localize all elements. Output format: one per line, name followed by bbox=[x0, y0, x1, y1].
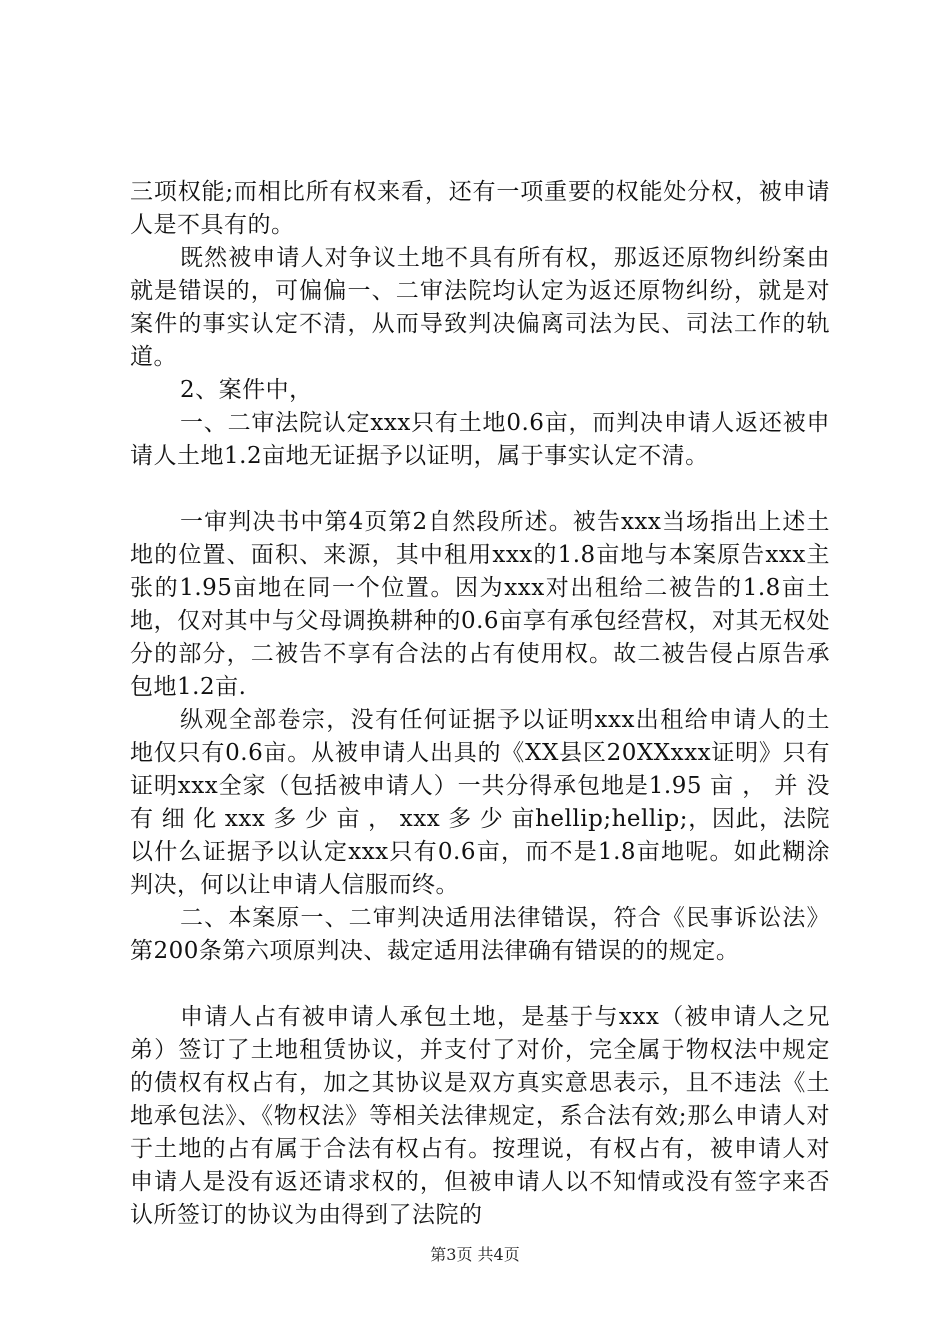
paragraph-continuation: 三项权能;而相比所有权来看，还有一项重要的权能处分权，被申请人是不具有的。 bbox=[130, 179, 830, 238]
paragraph-fact-finding: 一、二审法院认定xxx只有土地0.6亩，而判决申请人返还被申请人土地1.2亩地无证据予以证明，属于事实认定不清。 bbox=[130, 410, 830, 469]
paragraph-law-application-heading: 二、本案原一、二审判决适用法律错误，符合《民事诉讼法》第200条第六项原判决、裁定适用法律确有错误的的规定。 bbox=[130, 905, 830, 964]
page-number-footer: 第3页 共4页 bbox=[430, 1245, 520, 1264]
document-body bbox=[130, 176, 830, 1232]
paragraph-evidence-review: 纵观全部卷宗，没有任何证据予以证明xxx出租给申请人的土地仅只有0.6亩。从被申请人出具的《XX县区20XXxxx证明》只有证明xxx全家（包括被申请人）一共分得承包地是1.95 亩 ， 并 没 有 细 化 xxx 多 少 亩 ， xxx 多 少 亩hellip;hellip;，因此，法院以什么证据予以认定xxx只有0.6亩，而不是1.8亩地呢。如此糊涂判决，何以让申请人信服而终。 bbox=[130, 707, 830, 898]
paragraph-lawful-possession: 申请人占有被申请人承包土地，是基于与xxx（被申请人之兄弟）签订了土地租赁协议，并支付了对价，完全属于物权法中规定的债权有权占有，加之其协议是双方真实意思表示，且不违法《土地承包法》、《物权法》等相关法律规定，系合法有效;那么申请人对于土地的占有属于合法有权占有。按理说，有权占有，被申请人对申请人是没有返还请求权的，但被申请人以不知情或没有签字来否认所签订的协议为由得到了法院的 bbox=[130, 1004, 830, 1228]
paragraph-first-instance-quote: 一审判决书中第4页第2自然段所述。被告xxx当场指出上述土地的位置、面积、来源，其中租用xxx的1.8亩地与本案原告xxx主张的1.95亩地在同一个位置。因为xxx对出租给二被告的1.8亩土地，仅对其中与父母调换耕种的0.6亩享有承包经营权，对其无权处分的部分，二被告不享有合法的占有使用权。故二被告侵占原告承包地1.2亩. bbox=[130, 509, 830, 700]
paragraph-case-heading: 2、案件中， bbox=[180, 377, 313, 403]
paragraph-ownership-argument: 既然被申请人对争议土地不具有所有权，那返还原物纠纷案由就是错误的，可偏偏一、二审法院均认定为返还原物纠纷，就是对案件的事实认定不清，从而导致判决偏离司法为民、司法工作的轨道。 bbox=[130, 245, 830, 370]
